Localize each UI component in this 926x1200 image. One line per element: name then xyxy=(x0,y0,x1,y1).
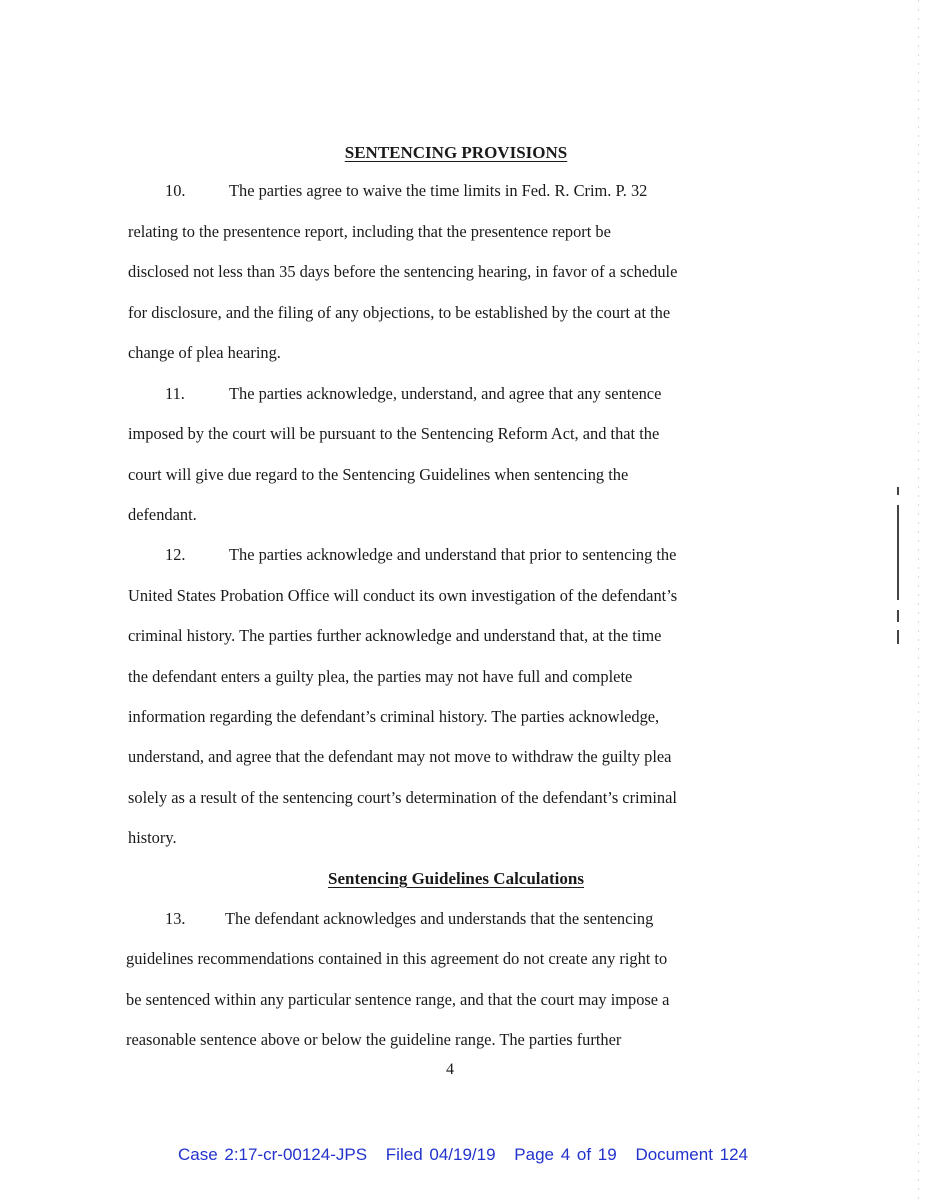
scan-mark xyxy=(897,630,899,644)
paragraph-number: 12. xyxy=(165,545,186,564)
paragraph-line: court will give due regard to the Sentencing Guidelines when sentencing the xyxy=(128,465,629,484)
scan-mark xyxy=(897,610,899,622)
filed-date: Filed 04/19/19 xyxy=(385,1145,496,1164)
paragraph-line: change of plea hearing. xyxy=(128,343,281,362)
paragraph-number: 13. xyxy=(165,909,186,928)
paragraph-line: United States Probation Office will conduct its own investigation of the defendant’s xyxy=(128,586,678,605)
ecf-filing-header xyxy=(0,1145,926,1165)
scan-mark xyxy=(897,487,899,495)
paragraph-line: be sentenced within any particular sentence range, and that the court may impose a xyxy=(126,990,670,1009)
paragraph-line: defendant. xyxy=(128,505,197,524)
paragraph-line: imposed by the court will be pursuant to the Sentencing Reform Act, and that the xyxy=(128,424,660,443)
section-heading: SENTENCING PROVISIONS xyxy=(344,143,568,162)
scan-mark xyxy=(897,505,899,600)
scan-edge xyxy=(918,0,919,1200)
document-number: Document 124 xyxy=(635,1145,749,1164)
paragraph-line: for disclosure, and the filing of any objections, to be established by the court at the xyxy=(128,303,671,322)
paragraph-number: 10. xyxy=(165,181,186,200)
paragraph-line: The parties agree to waive the time limits in Fed. R. Crim. P. 32 xyxy=(229,181,648,200)
paragraph-line: understand, and agree that the defendant may not move to withdraw the guilty plea xyxy=(128,747,672,766)
paragraph-line: solely as a result of the sentencing court’s determination of the defendant’s criminal xyxy=(128,788,677,807)
paragraph-line: disclosed not less than 35 days before the sentencing hearing, in favor of a schedule xyxy=(128,262,678,281)
paragraph-line: information regarding the defendant’s criminal history. The parties acknowledge, xyxy=(128,707,660,726)
subsection-heading: Sentencing Guidelines Calculations xyxy=(328,869,584,888)
page-number: 4 xyxy=(446,1061,454,1078)
paragraph-line: The defendant acknowledges and understands that the sentencing xyxy=(225,909,654,928)
page-count: Page 4 of 19 xyxy=(514,1145,617,1164)
case-number: Case 2:17-cr-00124-JPS xyxy=(177,1145,368,1164)
paragraph-number: 11. xyxy=(165,384,185,403)
paragraph-line: The parties acknowledge and understand that prior to sentencing the xyxy=(229,545,677,564)
paragraph-line: history. xyxy=(128,828,177,847)
paragraph-line: relating to the presentence report, including that the presentence report be xyxy=(128,222,611,241)
paragraph-line: The parties acknowledge, understand, and agree that any sentence xyxy=(229,384,662,403)
paragraph-line: the defendant enters a guilty plea, the parties may not have full and complete xyxy=(128,667,633,686)
paragraph-line: reasonable sentence above or below the guideline range. The parties further xyxy=(126,1030,622,1049)
paragraph-line: guidelines recommendations contained in this agreement do not create any right to xyxy=(126,949,668,968)
paragraph-line: criminal history. The parties further acknowledge and understand that, at the time xyxy=(128,626,662,645)
